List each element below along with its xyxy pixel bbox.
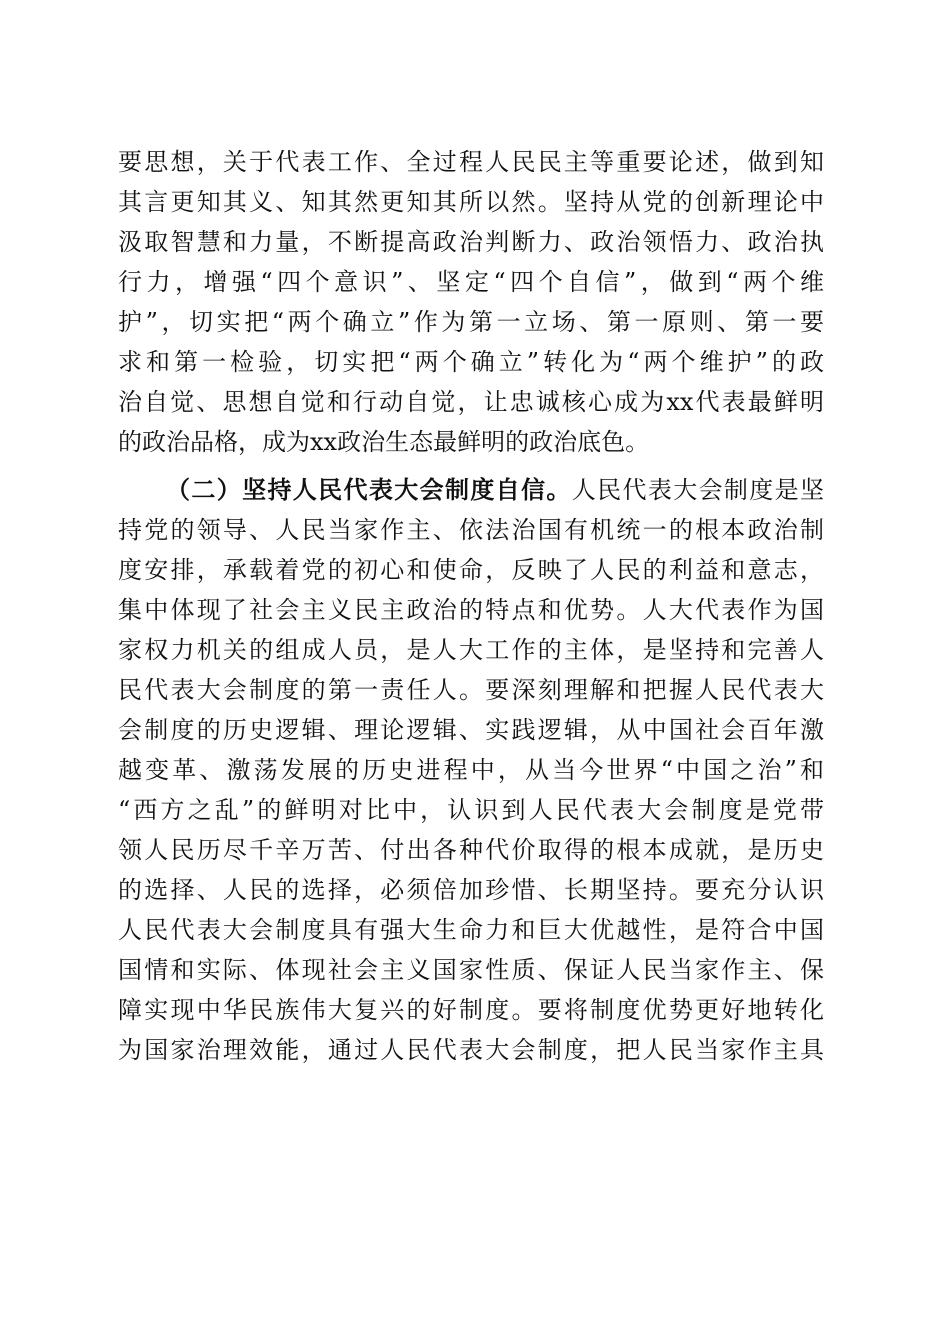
text-line: 持党的领导、人民当家作主、依法治国有机统一的根本政治制	[118, 516, 824, 544]
text-line: 越变革、激荡发展的历史进程中，从当今世界“中国之治”和	[118, 756, 824, 784]
text-line: 其言更知其义、知其然更知其所以然。坚持从党的创新理论中	[118, 188, 824, 216]
text-line: 民代表大会制度的第一责任人。要深刻理解和把握人民代表大	[118, 676, 824, 704]
text-line: 治自觉、思想自觉和行动自觉，让忠诚核心成为xx代表最鲜明	[118, 388, 824, 416]
text-line: 汲取智慧和力量，不断提高政治判断力、政治领悟力、政治执	[118, 228, 824, 256]
text-line: 集中体现了社会主义民主政治的特点和优势。人大代表作为国	[118, 596, 824, 624]
text-line: 求和第一检验，切实把“两个确立”转化为“两个维护”的政	[118, 348, 824, 376]
text-line: 领人民历尽千辛万苦、付出各种代价取得的根本成就，是历史	[118, 836, 824, 864]
paragraph-1	[118, 142, 824, 462]
text-line: 国情和实际、体现社会主义国家性质、保证人民当家作主、保	[118, 956, 824, 984]
text-line: 为国家治理效能，通过人民代表大会制度，把人民当家作主具	[118, 1036, 824, 1064]
text-line: 的政治品格，成为xx政治生态最鲜明的政治底色。	[118, 428, 650, 456]
text-line: 行力，增强“四个意识”、坚定“四个自信”，做到“两个维	[118, 268, 824, 296]
text-line: “西方之乱”的鲜明对比中，认识到人民代表大会制度是党带	[118, 796, 824, 824]
text-line: 会制度的历史逻辑、理论逻辑、实践逻辑，从中国社会百年激	[118, 716, 824, 744]
text-line: 护”，切实把“两个确立”作为第一立场、第一原则、第一要	[118, 308, 824, 336]
document-body	[118, 142, 824, 1070]
paragraph-first-line	[118, 470, 824, 510]
heading-continuation: 人民代表大会制度是坚	[571, 476, 824, 504]
section-heading: （二）坚持人民代表大会制度自信。	[166, 476, 572, 504]
text-line: 人民代表大会制度具有强大生命力和巨大优越性，是符合中国	[118, 916, 824, 944]
text-line: 要思想，关于代表工作、全过程人民民主等重要论述，做到知	[118, 148, 824, 176]
text-line: 度安排，承载着党的初心和使命，反映了人民的利益和意志，	[118, 556, 824, 584]
text-line: 家权力机关的组成人员，是人大工作的主体，是坚持和完善人	[118, 636, 824, 664]
text-line: 障实现中华民族伟大复兴的好制度。要将制度优势更好地转化	[118, 996, 824, 1024]
text-line: 的选择、人民的选择，必须倍加珍惜、长期坚持。要充分认识	[118, 876, 824, 904]
paragraph-2	[118, 470, 824, 1070]
